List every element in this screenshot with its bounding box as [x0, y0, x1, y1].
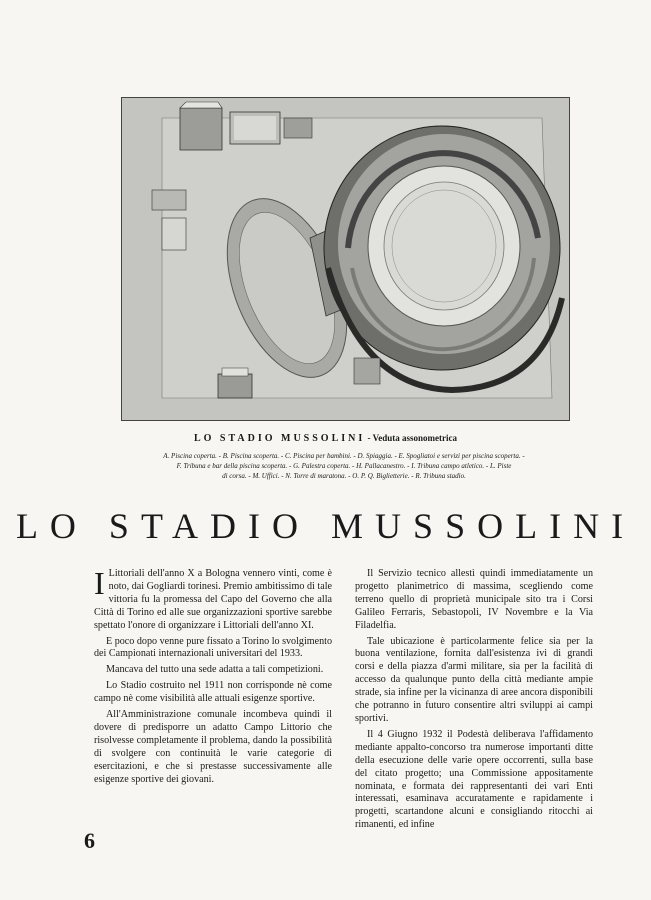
- figure-subtitle: - Veduta assonometrica: [365, 433, 458, 443]
- article-paragraph: Il 4 Giugno 1932 il Podestà deliberava l'affidamento mediante appalto-concorso tra numerose importanti ditte della esecuzione delle varie opere occorrenti, sulla base del citato progetto; una Commissione appositamente nominata, e formata dei rappresentanti dei vari Enti interessati, esaminava accuratamente e rapidamente i progetti, scartandone alcuni e consigliando ritocchi ai rimanenti, ed infine: [355, 728, 593, 831]
- article-paragraph: Mancava del tutto una sede adatta a tali competizioni.: [106, 664, 324, 676]
- article-headline: LO STADIO MUSSOLINI: [15, 506, 636, 546]
- legend-line: A. Piscina coperta. - B. Piscina scoperta. - C. Piscina per bambini. - D. Spiaggia. - E. Spogliatoi e servizi per piscina scoperta. -: [163, 452, 525, 460]
- legend-line: F. Tribuna e bar della piscina scoperta. - G. Palestra coperta. - H. Pallacanestro. - I. Tribuna campo atletico. - L. Piste: [176, 462, 512, 470]
- figure-title: LO STADIO MUSSOLINI: [193, 433, 366, 444]
- article-paragraph: Il Servizio tecnico allestì quindi immediatamente un progetto planimetrico di massima, scegliendo come terreno quello di proprietà municipale sito tra i Corsi Galileo Ferraris, Sebastopoli, IV Novembre e la Via Filadelfia.: [355, 568, 593, 631]
- figure-legend: [118, 451, 570, 481]
- figure-caption-title: [0, 433, 651, 444]
- article-paragraph: E poco dopo venne pure fissato a Torino lo svolgimento dei Campionati internazionali universitari del 1933.: [94, 635, 332, 660]
- article-paragraph: All'Amministrazione comunale incombeva quindi il dovere di predisporre un adatto Campo Littorio che risolvesse completamente il problema, dando la possibilità di svolgere con continuità le varie categorie di esercitazioni, e che si prestasse successivamente alle esigenze sportive dei giovani.: [94, 709, 332, 785]
- article-column-left: [94, 565, 332, 790]
- article-paragraph: I Littoriali dell'anno X a Bologna vennero vinti, come è noto, dai Gogliardi torinesi. Premio ambitissimo di tale vittoria fu la promessa del Capo del Governo che alla Città di Torino ed alle sue organizzazioni sportive sarebbe spettato l'onore di organizzare i Littoriali dell'anno XI.: [94, 565, 332, 631]
- article-paragraph: Tale ubicazione è particolarmente felice sia per la buona ventilazione, fornita dall'esistenza ivi di grandi corsi e della piazza d'armi militare, sia per la facilità di accesso da qualunque punto della città mediante ampie strade, sia infine per la vicinanza di aree ancora disponibili che potranno in futuro consentire altri sviluppi ai campi sportivi.: [355, 635, 593, 724]
- article-column-right: [355, 568, 593, 835]
- stadium-axonometric-drawing: [121, 97, 570, 421]
- legend-line: di corsa. - M. Uffici. - N. Torre di maratona. - O. P. Q. Biglietterie. - R. Tribuna stadio.: [222, 472, 466, 480]
- article-paragraph: Lo Stadio costruito nel 1911 non corrisponde nè come campo nè come visibilità alle attuali esigenze sportive.: [94, 680, 332, 705]
- drop-cap: I: [94, 565, 105, 601]
- page-number: 6: [84, 828, 95, 853]
